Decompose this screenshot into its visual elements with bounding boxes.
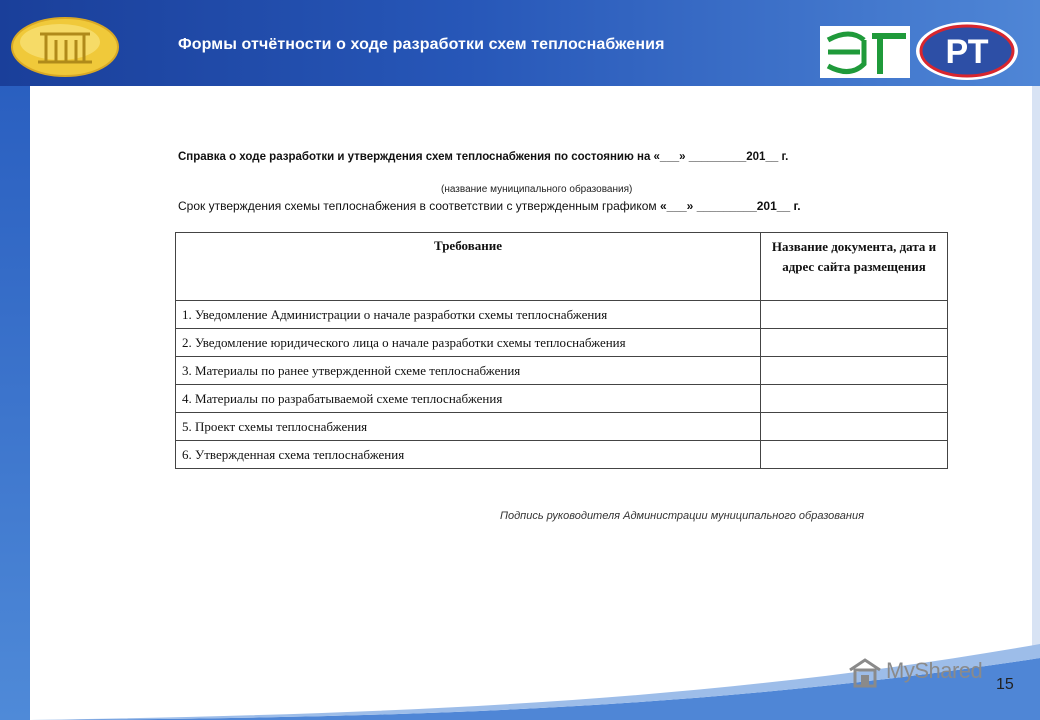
table-row bbox=[176, 301, 948, 329]
deadline-date: «___» _________201__ г. bbox=[659, 199, 801, 213]
rt-logo-text: РТ bbox=[945, 33, 989, 71]
table-row bbox=[176, 329, 948, 357]
document-cell bbox=[761, 413, 948, 441]
requirement-cell: 4. Материалы по разрабатываемой схеме теплоснабжения bbox=[176, 385, 761, 413]
table-row bbox=[176, 357, 948, 385]
requirements-table bbox=[175, 232, 948, 469]
watermark bbox=[848, 656, 1008, 692]
table-header-row bbox=[176, 233, 948, 301]
document-cell bbox=[761, 385, 948, 413]
certificate-title: Справка о ходе разработки и утверждения схем теплоснабжения по состоянию на «___» _________201__ г. bbox=[178, 151, 789, 163]
page-number: 15 bbox=[996, 676, 1014, 693]
signature-line: Подпись руководителя Администрации муниципального образования bbox=[500, 510, 864, 522]
document-cell bbox=[761, 357, 948, 385]
watermark-icon bbox=[848, 656, 882, 690]
column-header-document: Название документа, дата и адрес сайта размещения bbox=[761, 233, 948, 301]
document-cell bbox=[761, 329, 948, 357]
document-cell bbox=[761, 301, 948, 329]
requirement-cell: 6. Утвержденная схема теплоснабжения bbox=[176, 441, 761, 469]
company-logo-left bbox=[10, 16, 120, 78]
approval-deadline-line bbox=[178, 199, 801, 213]
watermark-text: MyShared bbox=[886, 658, 983, 683]
table-row bbox=[176, 441, 948, 469]
page-title: Формы отчётности о ходе разработки схем теплоснабжения bbox=[178, 36, 665, 53]
column-header-requirement: Требование bbox=[176, 233, 761, 301]
header-bar bbox=[0, 0, 1040, 86]
municipality-caption: (название муниципального образования) bbox=[441, 184, 633, 195]
document-cell bbox=[761, 441, 948, 469]
requirement-cell: 1. Уведомление Администрации о начале разработки схемы теплоснабжения bbox=[176, 301, 761, 329]
requirement-cell: 3. Материалы по ранее утвержденной схеме теплоснабжения bbox=[176, 357, 761, 385]
deadline-prefix: Срок утверждения схемы теплоснабжения в соответствии с утвержденным графиком bbox=[178, 199, 660, 213]
rt-logo bbox=[914, 20, 1020, 82]
table-row bbox=[176, 413, 948, 441]
requirement-cell: 5. Проект схемы теплоснабжения bbox=[176, 413, 761, 441]
eg-logo bbox=[820, 26, 910, 78]
requirement-cell: 2. Уведомление юридического лица о начале разработки схемы теплоснабжения bbox=[176, 329, 761, 357]
table-row bbox=[176, 385, 948, 413]
